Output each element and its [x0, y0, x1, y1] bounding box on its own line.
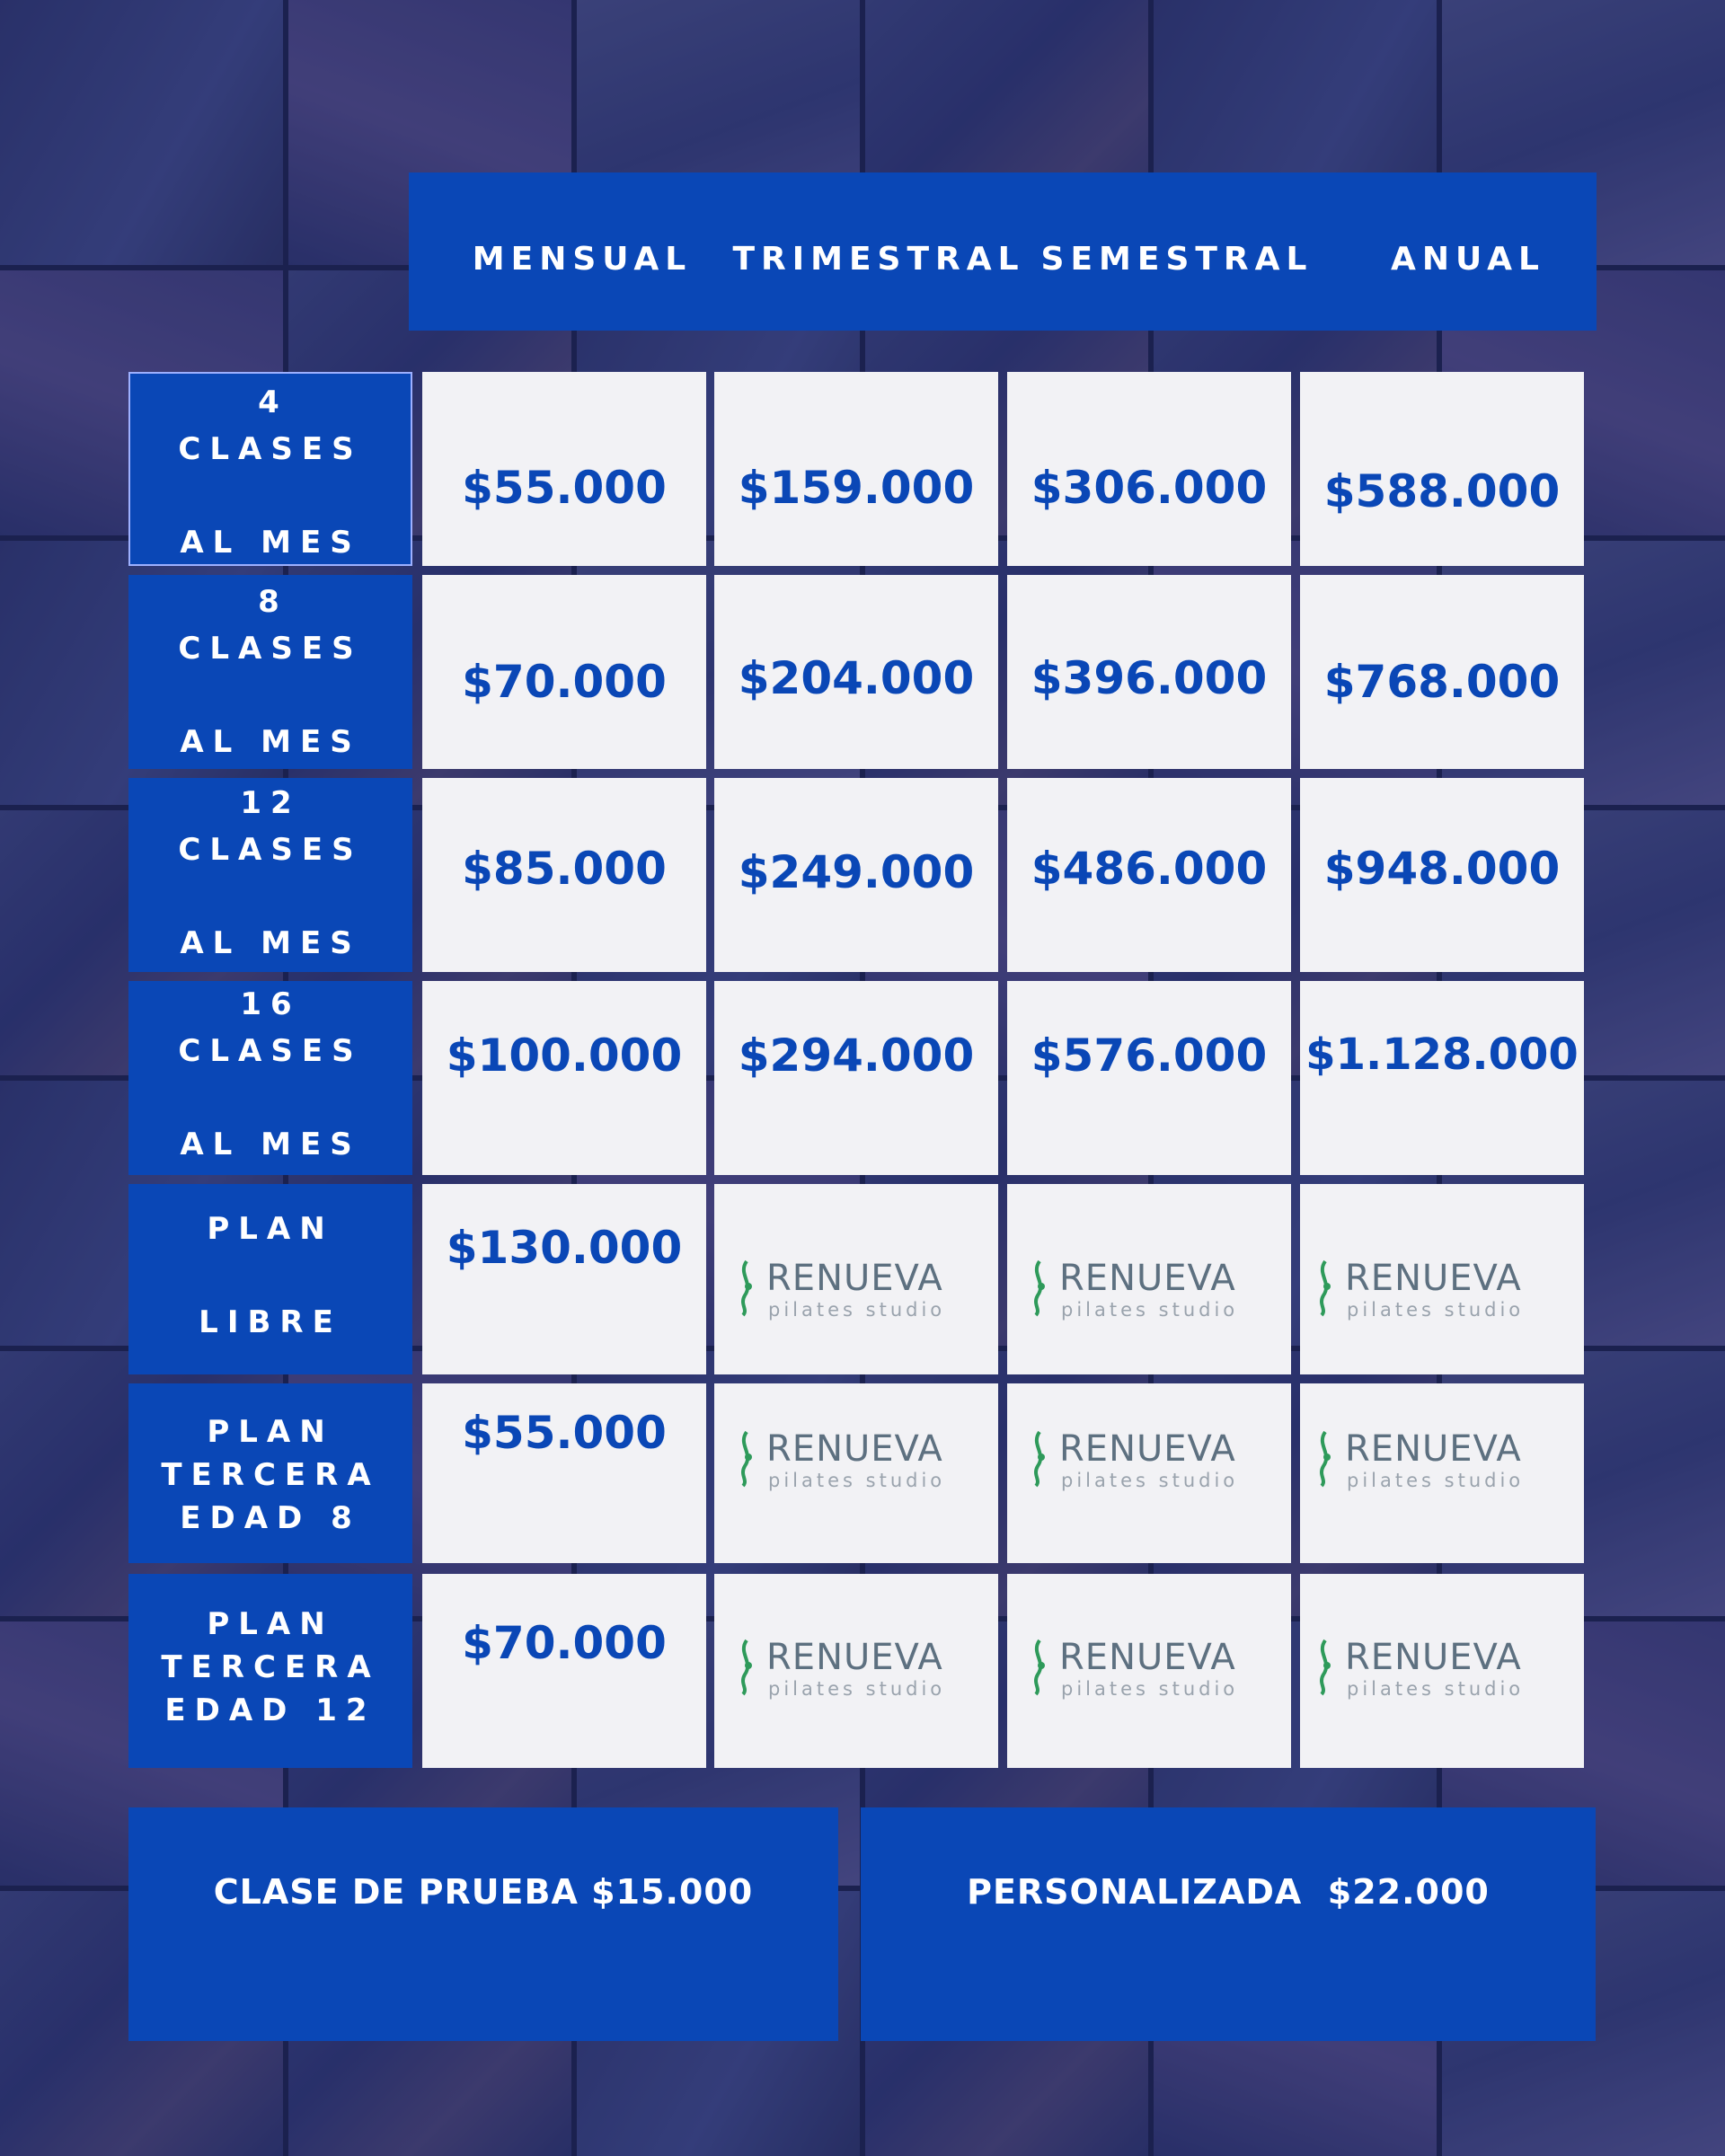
leaf-icon: [1311, 1259, 1338, 1317]
renueva-logo: RENUEVA pilates studio: [732, 1428, 984, 1491]
column-header-mensual: MENSUAL: [472, 241, 693, 278]
leaf-icon: [732, 1430, 759, 1488]
column-header-anual: ANUAL: [1391, 241, 1545, 278]
logo-cell: [1007, 1383, 1291, 1563]
price-cell: $130.000: [422, 1184, 706, 1374]
logo-cell: [1300, 1184, 1584, 1374]
row-label-plan-tercera-edad-8: PLAN TERCERA EDAD 8: [128, 1383, 412, 1563]
renueva-logo: RENUEVA pilates studio: [732, 1258, 984, 1321]
trial-class-label: CLASE DE PRUEBA $15.000: [213, 1872, 754, 1912]
renueva-logo: RENUEVA pilates studio: [1311, 1258, 1562, 1321]
price-cell: $204.000: [714, 575, 998, 769]
row-label-12-clases: 12 CLASES AL MES: [128, 778, 412, 972]
row-label-4-clases: 4 CLASES AL MES: [128, 372, 412, 566]
logo-cell: [1007, 1184, 1291, 1374]
price-cell: $396.000: [1007, 575, 1291, 769]
trial-class-box: [128, 1807, 838, 2041]
price-cell: $948.000: [1300, 778, 1584, 972]
leaf-icon: [1025, 1639, 1052, 1696]
leaf-icon: [1311, 1639, 1338, 1696]
price-cell: $768.000: [1300, 575, 1584, 769]
logo-cell: [714, 1383, 998, 1563]
row-label-8-clases: 8 CLASES AL MES: [128, 575, 412, 769]
column-header-semestral: SEMESTRAL: [1040, 241, 1314, 278]
price-cell: $1.128.000: [1300, 981, 1584, 1175]
price-cell: $85.000: [422, 778, 706, 972]
renueva-logo: RENUEVA pilates studio: [1311, 1428, 1562, 1491]
row-label-plan-libre: PLAN LIBRE: [128, 1184, 412, 1374]
price-cell: $249.000: [714, 778, 998, 972]
price-cell: $306.000: [1007, 372, 1291, 566]
renueva-logo: RENUEVA pilates studio: [1025, 1637, 1277, 1700]
renueva-logo: RENUEVA pilates studio: [1311, 1637, 1562, 1700]
leaf-icon: [1025, 1259, 1052, 1317]
price-cell: $70.000: [422, 575, 706, 769]
price-cell: $576.000: [1007, 981, 1291, 1175]
renueva-logo: RENUEVA pilates studio: [1025, 1258, 1277, 1321]
column-header-trimestral: TRIMESTRAL: [732, 241, 1025, 278]
price-cell: $588.000: [1300, 372, 1584, 566]
logo-cell: [714, 1184, 998, 1374]
price-cell: $159.000: [714, 372, 998, 566]
personal-class-label: PERSONALIZADA $22.000: [967, 1872, 1490, 1912]
price-cell: $294.000: [714, 981, 998, 1175]
logo-cell: [1300, 1574, 1584, 1768]
logo-cell: [714, 1574, 998, 1768]
row-label-16-clases: 16 CLASES AL MES: [128, 981, 412, 1175]
personal-class-box: [861, 1807, 1596, 2041]
logo-cell: [1300, 1383, 1584, 1563]
price-cell: $70.000: [422, 1574, 706, 1768]
leaf-icon: [732, 1639, 759, 1696]
price-cell: $55.000: [422, 372, 706, 566]
leaf-icon: [1025, 1430, 1052, 1488]
leaf-icon: [1311, 1430, 1338, 1488]
logo-cell: [1007, 1574, 1291, 1768]
renueva-logo: RENUEVA pilates studio: [732, 1637, 984, 1700]
renueva-logo: RENUEVA pilates studio: [1025, 1428, 1277, 1491]
row-label-plan-tercera-edad-12: PLAN TERCERA EDAD 12: [128, 1574, 412, 1768]
price-cell: $486.000: [1007, 778, 1291, 972]
price-cell: $100.000: [422, 981, 706, 1175]
price-cell: $55.000: [422, 1383, 706, 1563]
leaf-icon: [732, 1259, 759, 1317]
